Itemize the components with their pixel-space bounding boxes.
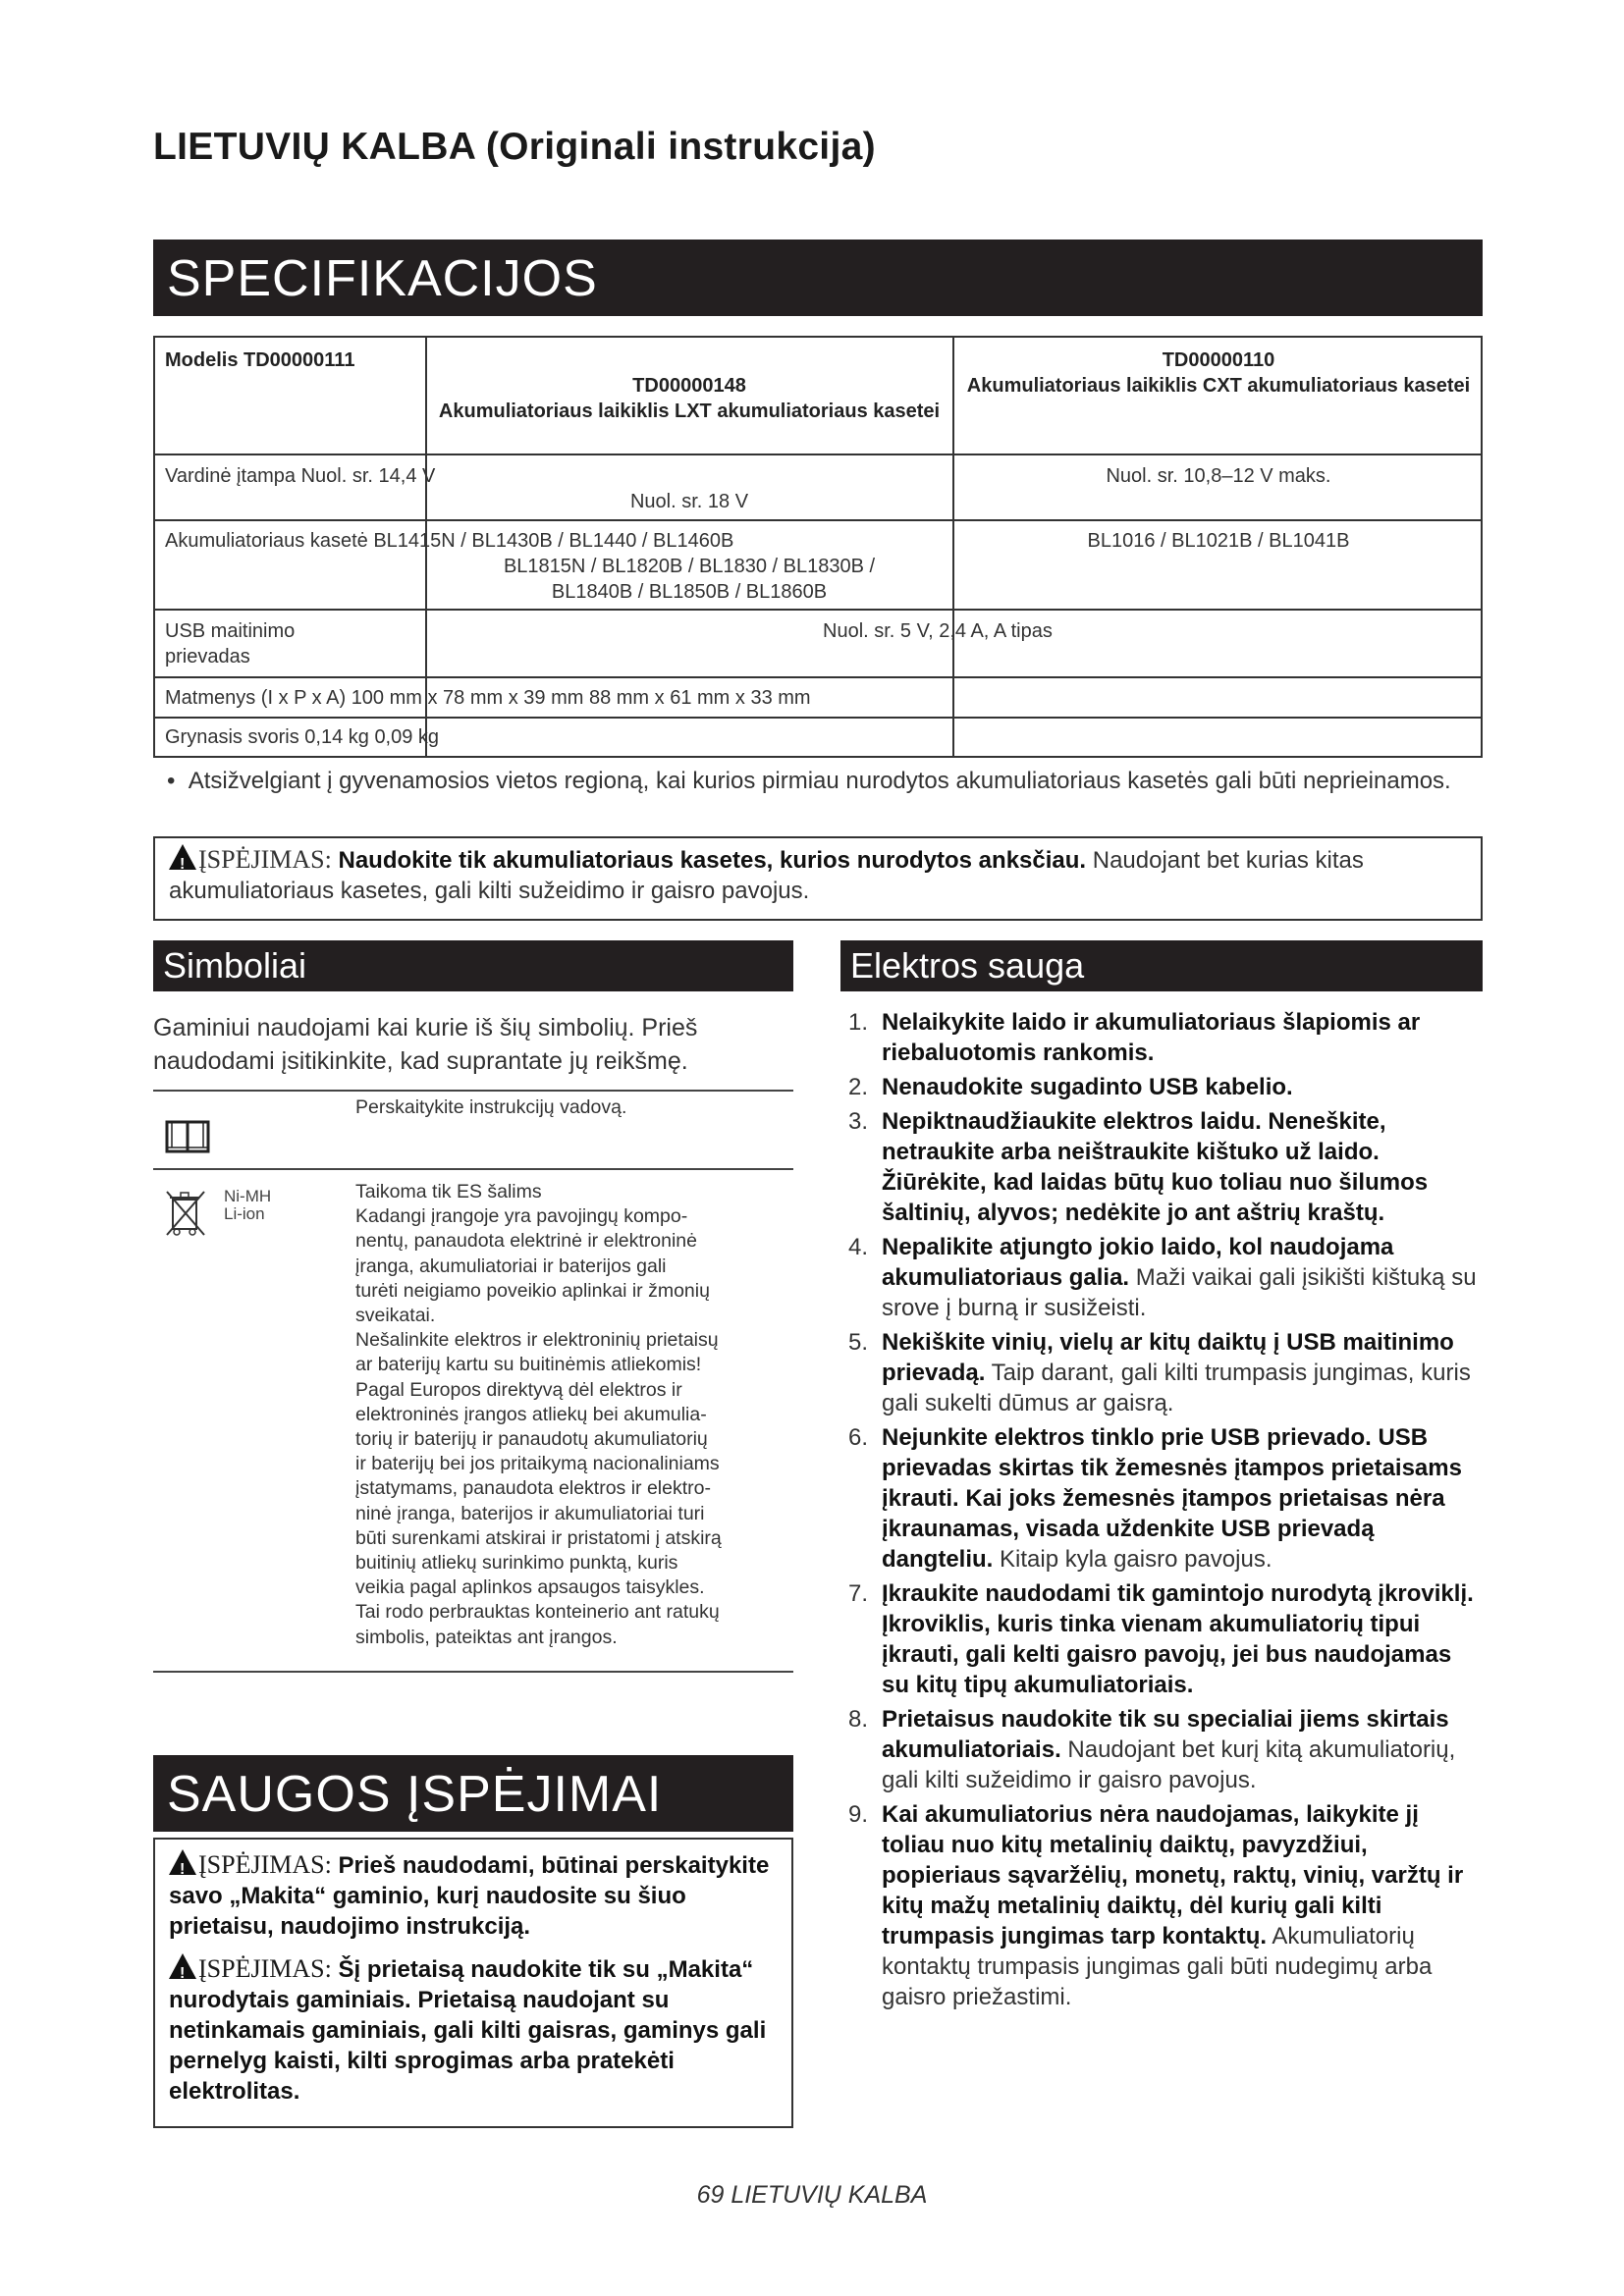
symbols-intro: Gaminiui naudojami kai kurie iš šių simbolių. Prieš naudodami įsitikinkite, kad suprantate jų reikšmę.: [153, 1014, 698, 1075]
battery-type-labels: [224, 1188, 271, 1223]
eu-line: elektroninės įrangos atliekų bei akumulia-: [355, 1403, 707, 1425]
electrical-safety-list: [840, 1007, 1483, 2016]
item-number: 6.: [848, 1424, 869, 1451]
spec-battery-2a: BL1815N / BL1820B / BL1830 / BL1830B /: [503, 556, 876, 577]
warning-bold-text: Naudokite tik akumuliatoriaus kasetes, kurios nurodytos anksčiau.: [338, 847, 1087, 874]
book-icon: [165, 1119, 210, 1159]
item-number: 9.: [848, 1801, 869, 1828]
item-bold-text: Nelaikykite laido ir akumuliatoriaus šlapiomis ar riebaluotomis rankomis.: [882, 1009, 1421, 1066]
item-number: 4.: [848, 1234, 869, 1260]
eu-line: simbolis, pateiktas ant įrangos.: [355, 1626, 618, 1648]
spec-usb-label-line1: USB maitinimo: [165, 620, 296, 642]
item-bold-text: Nenaudokite sugadinto USB kabelio.: [882, 1074, 1293, 1100]
list-item: [840, 1422, 1483, 1575]
spec-model-3: TD00000110: [1162, 349, 1275, 371]
spec-dims-row: [165, 685, 811, 711]
spec-battery-3: BL1016 / BL1021B / BL1041B: [1087, 530, 1350, 552]
eu-line: torių ir baterijų ir panaudotų akumuliatorių: [355, 1428, 708, 1451]
item-bold-text: Nejunkite elektros tinklo prie USB prievado. USB prievadas skirtas tik žemesnės įtampos prietaisams įkrauti. Kai joks žemesnės įtampos prietaisas nėra įkraunamas, visada uždenkite USB prievadą dangteliu.: [882, 1424, 1462, 1573]
specifications-table: [153, 336, 1483, 758]
bullet-icon: •: [167, 768, 189, 794]
spec-battery-1: BL1415N / BL1430B / BL1440 / BL1460B: [373, 530, 734, 552]
ni-mh-label: Ni-MH: [224, 1187, 272, 1205]
eu-disposal-text: [355, 1180, 778, 1650]
list-item: [840, 1704, 1483, 1795]
spec-voltage-3: Nuol. sr. 10,8–12 V maks.: [1106, 465, 1331, 487]
spec-voltage-row: [165, 463, 435, 489]
item-text: Taip darant, gali kilti trumpasis jungimas, kuris gali sukelti dūmus ar gaisrą.: [882, 1360, 1471, 1416]
eu-line: Tai rodo perbrauktas konteinerio ant ratukų: [355, 1601, 720, 1624]
symbols-table: [153, 1090, 793, 1679]
spec-weight-1: 0,14 kg: [304, 726, 369, 748]
spec-model-1: TD00000111: [244, 349, 355, 371]
eu-line: ir baterijų bei jos pritaikymą nacionaliniams: [355, 1453, 720, 1475]
spec-dims-label: Matmenys (I x P x A): [165, 687, 347, 709]
spec-battery-label: Akumuliatoriaus kasetė: [165, 530, 368, 552]
warning-triangle-icon: [169, 1953, 196, 1979]
spec-model-3-block: [953, 347, 1484, 399]
warning-label: ĮSPĖJIMAS:: [198, 845, 332, 874]
list-item: [840, 1106, 1483, 1228]
symbols-banner: Simboliai: [153, 940, 793, 991]
spec-weight-label: Grynasis svoris: [165, 726, 299, 748]
item-number: 5.: [848, 1329, 869, 1356]
specifications-banner: SPECIFIKACIJOS: [153, 240, 1483, 316]
item-bold-text: Nekiškite vinių, vielų ar kitų daiktų į USB maitinimo prievadą.: [882, 1329, 1454, 1386]
eu-line: turėti neigiamo poveikio aplinkai ir žmonių: [355, 1279, 710, 1302]
item-bold-text: Prietaisus naudokite tik su specialiai jiems skirtais akumuliatoriais.: [882, 1706, 1449, 1763]
spec-battery-2-block: [426, 554, 952, 605]
safety-warning-2: [169, 1953, 778, 2107]
list-item: [840, 1578, 1483, 1700]
spec-battery-2b: BL1840B / BL1850B / BL1860B: [551, 581, 828, 603]
spec-usb-label: [165, 618, 295, 669]
spec-model-row: [165, 347, 354, 373]
spec-model-label: Modelis: [165, 349, 239, 371]
item-bold-text: Nepalikite atjungto jokio laido, kol naudojama akumuliatoriaus galia.: [882, 1234, 1394, 1291]
page-title: LIETUVIŲ KALBA (Originali instrukcija): [153, 126, 876, 168]
eu-line: Pagal Europos direktyvą dėl elektros ir: [355, 1378, 682, 1401]
list-item: [840, 1007, 1483, 1068]
item-bold-text: Nepiktnaudžiaukite elektros laidu. Neneškite, netraukite arba neištraukite kištuko už laido. Žiūrėkite, kad laidas būtų kuo toliau nuo šilumos šaltinių, alyvos; nedėkite jo ant aštrių kraštų.: [882, 1108, 1429, 1226]
warning-label: ĮSPĖJIMAS:: [198, 1954, 332, 1983]
warning-triangle-icon: [169, 844, 196, 870]
list-item: [840, 1232, 1483, 1323]
eu-line: įranga, akumuliatoriai ir baterijos gali: [355, 1255, 667, 1277]
eu-line: veikia pagal aplinkos apsaugos taisykles.: [355, 1576, 705, 1599]
item-text: Maži vaikai gali įsikišti kištuką su srove į burną ir susižeisti.: [882, 1264, 1477, 1321]
spec-voltage-label: Vardinė įtampa: [165, 465, 297, 487]
eu-line: įstatymams, panaudota elektros ir elektro-: [355, 1477, 711, 1500]
spec-dims-2: 88 mm x 61 mm x 33 mm: [588, 687, 811, 709]
item-number: 7.: [848, 1580, 869, 1607]
item-bold-text: Kai akumuliatorius nėra naudojamas, laikykite jį toliau nuo kitų metalinių daiktų, pavyzdžiui, popieriaus sąvaržėlių, monetų, raktų, vinių, varžtų ir kitų mažų metalinių daiktų, dėl kurių gali kilti trumpasis jungimas tarp kontaktų.: [882, 1801, 1464, 1949]
electrical-safety-banner: Elektros sauga: [840, 940, 1483, 991]
li-ion-label: Li-ion: [224, 1204, 265, 1223]
eu-line: sveikatai.: [355, 1305, 436, 1327]
eu-line: ar baterijų kartu su buitinėmis atliekomis!: [355, 1354, 702, 1376]
eu-line: nentų, panaudota elektrinė ir elektroninė: [355, 1230, 697, 1253]
list-item: [840, 1799, 1483, 2012]
warning-box: [153, 836, 1483, 921]
crossed-bin-icon: [163, 1188, 208, 1244]
page-footer: 69 LIETUVIŲ KALBA: [696, 2181, 928, 2209]
spec-model-2: TD00000148: [632, 375, 746, 397]
item-number: 3.: [848, 1108, 869, 1135]
spec-voltage-1: Nuol. sr. 14,4 V: [300, 465, 436, 487]
safety-warning-1: [169, 1849, 778, 1942]
item-text: Kitaip kyla gaisro pavojus.: [1000, 1546, 1272, 1573]
safety-warning-box: [153, 1838, 793, 2128]
warning-text: Naudojant bet kurias kitas akumuliatoriaus kasetes, gali kilti sužeidimo ir gaisro pavojus.: [169, 847, 1364, 904]
item-number: 2.: [848, 1074, 869, 1100]
eu-line: Nešalinkite elektros ir elektroninių prietaisų: [355, 1329, 719, 1352]
spec-model-2-desc: Akumuliatoriaus laikiklis LXT akumuliatoriaus kasetei: [438, 400, 941, 422]
list-item: [840, 1327, 1483, 1418]
spec-model-2-block: [426, 373, 952, 424]
safety-warnings-banner: SAUGOS ĮSPĖJIMAI: [153, 1755, 793, 1832]
eu-line: buitinių atliekų surinkimo punktą, kuris: [355, 1552, 678, 1575]
item-text: Akumuliatorių kontaktų trumpasis jungimas gali būti nudegimų arba gaisro priežastimi.: [882, 1923, 1433, 2010]
eu-line: Kadangi įrangoje yra pavojingų kompo-: [355, 1205, 688, 1228]
eu-line: ninė įranga, baterijos ir akumuliatoriai turi: [355, 1502, 705, 1524]
read-manual-text: Perskaitykite instrukcijų vadovą.: [355, 1096, 627, 1118]
spec-weight-2: 0,09 kg: [374, 726, 440, 748]
spec-usb-value: Nuol. sr. 5 V, 2,4 A, A tipas: [823, 620, 1053, 642]
safety-warning-1-text: Prieš naudodami, būtinai perskaitykite savo „Makita“ gaminio, kurį naudosite su šiuo prietaisu, naudojimo instrukciją.: [169, 1852, 770, 1940]
item-number: 8.: [848, 1706, 869, 1733]
list-item: [840, 1072, 1483, 1102]
safety-warning-2-text: Šį prietaisą naudokite tik su „Makita“ nurodytais gaminiais. Prietaisą naudojant su netinkamais gaminiais, gali kilti gaisras, gaminys gali pernelyg kaisti, kilti sprogimas arba pratekėti elektrolitas.: [169, 1956, 767, 2105]
spec-battery-row: [165, 528, 733, 554]
warning-label: ĮSPĖJIMAS:: [198, 1850, 332, 1879]
spec-model-3-desc: Akumuliatoriaus laikiklis CXT akumuliatoriaus kasetei: [966, 375, 1471, 397]
item-text: Naudojant bet kurį kitą akumuliatorių, gali kilti sužeidimo ir gaisro pavojus.: [882, 1736, 1456, 1793]
warning-triangle-icon: [169, 1849, 196, 1875]
spec-weight-row: [165, 724, 439, 750]
spec-voltage-2: Nuol. sr. 18 V: [629, 491, 749, 512]
spec-dims-1: 100 mm x 78 mm x 39 mm: [351, 687, 584, 709]
availability-note: [167, 766, 1483, 797]
eu-line: Taikoma tik ES šalims: [355, 1181, 542, 1202]
spec-usb-label-line2: prievadas: [165, 646, 250, 667]
item-bold-text: Įkraukite naudodami tik gamintojo nurodytą įkroviklį. Įkroviklis, kuris tinka vienam akumuliatorių tipui įkrauti, gali kelti gaisro pavojų, jei bus naudojamas su kitų tipų akumuliatoriais.: [882, 1580, 1474, 1698]
availability-note-text: Atsižvelgiant į gyvenamosios vietos regioną, kai kurios pirmiau nurodytos akumuliatoriaus kasetės gali būti neprieinamos.: [188, 768, 1451, 794]
eu-line: būti surenkami atskirai ir pristatomi į atskirą: [355, 1526, 722, 1549]
item-number: 1.: [848, 1009, 869, 1036]
